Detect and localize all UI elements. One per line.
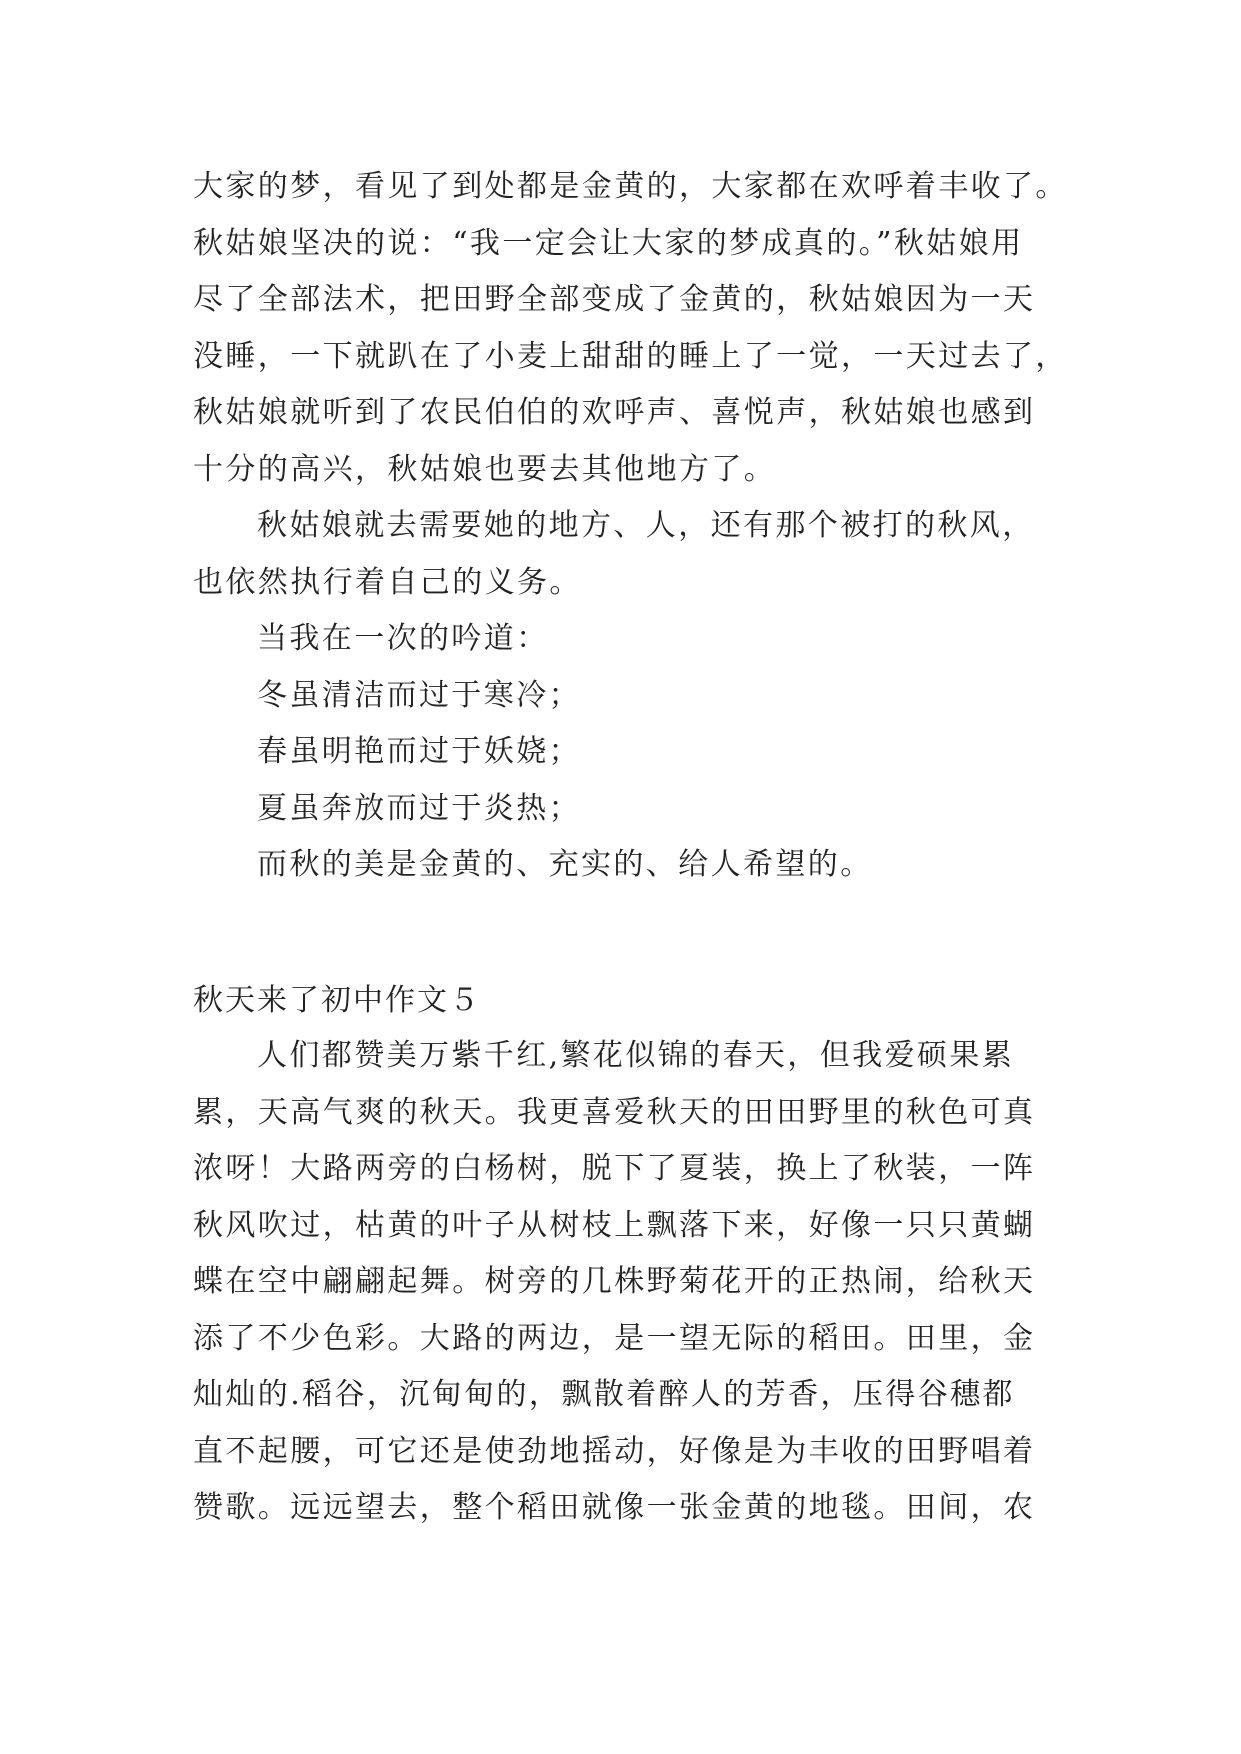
text-line: 人们都赞美万紫千红,繁花似锦的春天，但我爱硕果累 — [257, 1038, 1015, 1073]
text-line: 灿灿的.稻谷，沉甸甸的，飘散着醉人的芳香，压得谷穗都 — [193, 1377, 1015, 1412]
text-line: 蝶在空中翩翩起舞。树旁的几株野菊花开的正热闹，给秋天 — [193, 1264, 1036, 1299]
text-line: 秋姑娘就听到了农民伯伯的欢呼声、喜悦声，秋姑娘也感到 — [193, 395, 1036, 430]
story-paragraphs — [193, 159, 1068, 894]
text-line: 尽了全部法术，把田野全部变成了金黄的，秋姑娘因为一天 — [193, 282, 1036, 317]
text-line: 秋姑娘坚决的说：“我一定会让大家的梦成真的。”秋姑娘用 — [193, 225, 1024, 261]
essay-paragraph — [193, 1028, 1063, 1537]
text-line: 十分的高兴，秋姑娘也要去其他地方了。 — [193, 451, 777, 487]
poem-line: 夏虽奔放而过于炎热； — [257, 790, 581, 826]
poem-line: 冬虽清洁而过于寒冷； — [257, 677, 581, 713]
poem-line: 春虽明艳而过于妖娆； — [257, 734, 581, 769]
poem-intro-line: 当我在一次的吟道： — [257, 621, 549, 656]
text-line: 秋姑娘就去需要她的地方、人，还有那个被打的秋风， — [257, 508, 1035, 543]
text-line: 没睡，一下就趴在了小麦上甜甜的睡上了一觉，一天过去了， — [193, 338, 1068, 374]
text-line: 累，天高气爽的秋天。我更喜爱秋天的田田野里的秋色可真 — [193, 1094, 1036, 1130]
text-line: 添了不少色彩。大路的两边，是一望无际的稻田。田里，金 — [193, 1320, 1036, 1356]
text-line: 大家的梦，看见了到处都是金黄的，大家都在欢呼着丰收了。 — [193, 169, 1068, 204]
text-line: 秋风吹过，枯黄的叶子从树枝上飘落下来，好像一只只黄蝴 — [193, 1207, 1036, 1243]
text-line: 浓呀！大路两旁的白杨树，脱下了夏装，换上了秋装，一阵 — [193, 1151, 1036, 1186]
text-line: 也依然执行着自己的义务。 — [193, 564, 582, 600]
text-line: 直不起腰，可它还是使劲地摇动，好像是为丰收的田野唱着 — [193, 1433, 1036, 1469]
section-title: 秋天来了初中作文５ — [193, 983, 481, 1018]
poem-line: 而秋的美是金黄的、充实的、给人希望的。 — [257, 847, 873, 882]
text-line: 赞歌。远远望去，整个稻田就像一张金黄的地毯。田间，农 — [193, 1490, 1036, 1525]
